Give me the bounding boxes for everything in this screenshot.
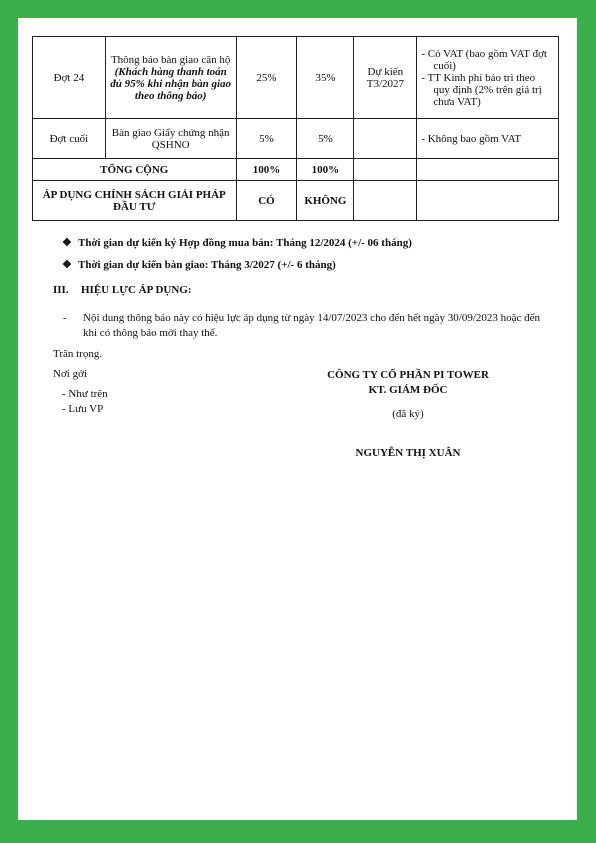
company-name: CÔNG TY CỔ PHẦN PI TOWER <box>327 369 489 381</box>
recipients-list <box>62 387 108 417</box>
bullet-text: Thời gian dự kiến bàn giao: Tháng 3/2027 (+/- 6 tháng) <box>78 259 336 271</box>
empty-cell <box>354 159 417 181</box>
percent-cell: 35% <box>297 37 354 119</box>
timing-cell <box>354 119 417 159</box>
signed-note: (đã ký) <box>392 408 424 420</box>
bullet-item <box>62 258 412 271</box>
stage-cell: Đợt cuối <box>33 119 106 159</box>
percent-cell: 5% <box>236 119 297 159</box>
note-line: - Có VAT (bao gồm VAT đợt cuối) <box>421 47 547 72</box>
regards-text: Trân trọng. <box>53 348 103 360</box>
notes-cell <box>417 119 559 159</box>
section-title: HIỆU LỰC ÁP DỤNG: <box>81 284 192 296</box>
signature-block <box>298 369 518 459</box>
notes-cell <box>417 37 559 119</box>
recipient-item: - Như trên <box>62 388 108 400</box>
stage-cell: Đợt 24 <box>33 37 106 119</box>
policy-row <box>33 181 559 221</box>
section-heading <box>53 284 192 296</box>
table-row <box>33 37 559 119</box>
policy-value: KHÔNG <box>297 181 354 221</box>
empty-cell <box>417 159 559 181</box>
total-label: TỔNG CỘNG <box>33 159 237 181</box>
bullet-text: Thời gian dự kiến ký Hợp đồng mua bán: Tháng 12/2024 (+/- 06 tháng) <box>78 237 412 249</box>
policy-label: ÁP DỤNG CHÍNH SÁCH GIẢI PHÁP ĐẦU TƯ <box>33 181 237 221</box>
section-number: III. <box>53 284 69 296</box>
payment-schedule-table <box>32 36 559 221</box>
recipient-item: - Lưu VP <box>62 403 104 415</box>
content-emphasis: (Khách hàng thanh toán đủ 95% khi nhận bàn giao theo thông báo) <box>110 65 232 102</box>
diamond-bullet-icon: ❖ <box>62 259 72 271</box>
diamond-bullet-icon: ❖ <box>62 237 72 249</box>
recipients-label: Nơi gởi <box>53 368 87 380</box>
policy-value: CÓ <box>236 181 297 221</box>
note-line: - TT Kinh phí bảo trì theo quy định (2% trên giá trị chưa VAT) <box>421 71 542 108</box>
content-plain: Thông báo bàn giao căn hộ <box>110 53 231 66</box>
paragraph-dash: - <box>63 312 67 324</box>
empty-cell <box>417 181 559 221</box>
bullet-item <box>62 236 412 249</box>
document-page <box>18 18 577 820</box>
empty-cell <box>354 181 417 221</box>
content-cell: Bàn giao Giấy chứng nhận QSHNO <box>105 119 236 159</box>
paragraph-text: Nội dung thông báo này có hiệu lực áp dụng từ ngày 14/07/2023 cho đến hết ngày 30/09/2023 hoặc đến khi có thông báo mới thay thế. <box>83 312 541 339</box>
percent-cell: 5% <box>297 119 354 159</box>
signer-role: KT. GIÁM ĐỐC <box>368 384 448 396</box>
timeline-bullets <box>62 236 412 280</box>
total-value: 100% <box>236 159 297 181</box>
total-value: 100% <box>297 159 354 181</box>
timing-cell: Dự kiến T3/2027 <box>354 37 417 119</box>
note-line: - Không bao gồm VAT <box>421 132 522 145</box>
effective-paragraph <box>63 311 543 341</box>
content-cell <box>105 37 236 119</box>
percent-cell: 25% <box>236 37 297 119</box>
table-row <box>33 119 559 159</box>
signer-name: NGUYỄN THỊ XUÂN <box>355 447 461 459</box>
total-row <box>33 159 559 181</box>
